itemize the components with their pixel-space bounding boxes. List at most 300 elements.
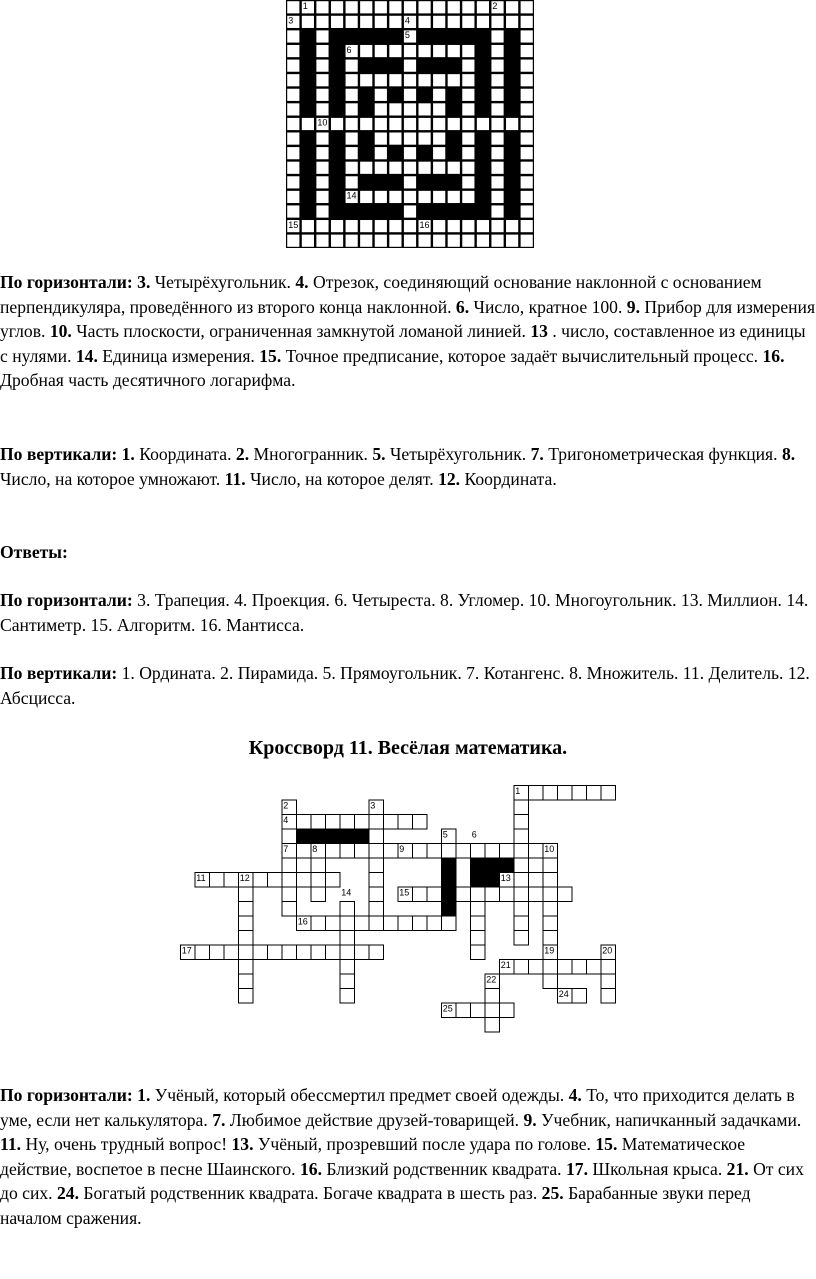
crossword-cell — [521, 1, 533, 13]
clue1-across-text: Точное предписание, которое задаёт вычислительный процесс. — [285, 345, 759, 366]
crossword-cell — [462, 132, 474, 144]
clue1-across-text: Дробная часть десятичного логарифма. — [0, 370, 296, 390]
crossword-cell — [360, 118, 372, 130]
crossword-cell — [316, 147, 328, 159]
answers-down-text: 1. Ордината. 2. Пирамида. 5. Прямоугольник. 7. Котангенс. 8. Множитель. 11. Делитель. 12. Абсцисса. — [0, 663, 810, 708]
crossword-cell — [326, 916, 341, 931]
clue1-across-text: Единица измерения. — [102, 345, 255, 366]
crossword-cell — [433, 162, 445, 174]
clue1-down-number: 12. — [438, 468, 461, 489]
crossword-cell — [433, 235, 445, 247]
blocked-cell — [442, 902, 457, 917]
clue1-down-number: 5. — [372, 444, 386, 464]
crossword-cell — [448, 162, 460, 174]
clue2-across-text: Учёный, прозревший после удара по голове. — [257, 1134, 591, 1154]
crossword-cell — [404, 147, 416, 159]
crossword-cell — [587, 960, 602, 975]
cell-number: 14 — [341, 887, 352, 898]
crossword-cell — [239, 931, 254, 946]
crossword-cell — [521, 16, 533, 28]
crossword-cell — [297, 844, 312, 859]
crossword-cell — [404, 89, 416, 101]
crossword-cell — [491, 30, 503, 42]
clue2-across-number: 1. — [137, 1085, 151, 1105]
cell-number: 11 — [302, 132, 313, 143]
crossword-cell — [500, 844, 515, 859]
crossword-cell — [529, 960, 544, 975]
crossword-cell — [369, 829, 384, 844]
cell-number: 2 — [492, 1, 498, 11]
clue1-across-number: 14. — [75, 345, 98, 366]
clue1-across-text: Часть плоскости, ограниченная замкнутой ломаной линией. — [76, 321, 526, 341]
crossword-cell — [297, 945, 312, 960]
crossword-cell — [514, 829, 529, 844]
clue2-across-text: Близкий родственник квадрата. — [326, 1158, 562, 1179]
crossword-cell — [418, 16, 430, 28]
crossword-cell — [485, 1018, 500, 1033]
crossword-cell — [506, 235, 518, 247]
crossword-1-across-clues — [0, 270, 816, 393]
crossword-cell — [375, 147, 387, 159]
cell-number: 8 — [477, 59, 483, 70]
crossword-cell — [268, 873, 283, 888]
crossword-cell — [404, 132, 416, 144]
crossword-cell — [311, 916, 326, 931]
blocked-cell — [485, 858, 500, 873]
crossword-2-cells — [181, 786, 616, 1033]
clue2-across-text: От сих до сих. — [0, 1158, 804, 1203]
crossword-cell — [375, 1, 387, 13]
clue1-down-text: Четырёхугольник. — [389, 444, 527, 464]
crossword-cell — [340, 974, 355, 989]
crossword-cell — [297, 873, 312, 888]
crossword-cell — [287, 118, 299, 130]
crossword-cell — [433, 74, 445, 86]
crossword-cell — [491, 147, 503, 159]
answers-down — [0, 661, 816, 710]
cell-number: 14 — [346, 190, 357, 201]
crossword-cell — [389, 191, 401, 203]
cell-number: 20 — [602, 945, 613, 956]
blocked-cell — [297, 829, 312, 844]
crossword-cell — [239, 887, 254, 902]
crossword-cell — [491, 89, 503, 101]
crossword-cell — [311, 945, 326, 960]
crossword-cell — [311, 887, 326, 902]
crossword-cell — [355, 815, 370, 830]
crossword-cell — [471, 1003, 486, 1018]
crossword-cell — [316, 235, 328, 247]
clue1-down-text: Многогранник. — [253, 444, 368, 464]
blocked-cell — [485, 873, 500, 888]
crossword-cell — [287, 132, 299, 144]
blocked-cell — [471, 873, 486, 888]
crossword-cell — [239, 916, 254, 931]
crossword-cell — [433, 191, 445, 203]
cell-number: 5 — [404, 30, 410, 41]
crossword-cell — [529, 873, 544, 888]
crossword-cell — [404, 205, 416, 217]
crossword-cell — [456, 1003, 471, 1018]
crossword-cell — [375, 132, 387, 144]
crossword-cell — [360, 191, 372, 203]
cell-number: 9 — [361, 88, 367, 99]
crossword-cell — [471, 844, 486, 859]
clue2-across-text: Любимое действие друзей-товарищей. — [229, 1109, 520, 1130]
crossword-cell — [287, 74, 299, 86]
crossword-cell — [462, 235, 474, 247]
cell-number: 13 — [500, 873, 511, 883]
crossword-cell — [514, 800, 529, 815]
crossword-cell — [491, 220, 503, 232]
clue1-down-text: Тригонометрическая функция. — [548, 444, 778, 464]
crossword-cell — [477, 1, 489, 13]
cell-number: 3 — [288, 15, 294, 26]
crossword-cell — [491, 235, 503, 247]
crossword-cell — [282, 873, 297, 888]
clue1-across-number: 4. — [295, 272, 309, 292]
cell-number: 5 — [442, 829, 448, 840]
crossword-cell — [360, 235, 372, 247]
cell-number: 10 — [317, 117, 328, 128]
crossword-cell — [485, 844, 500, 859]
crossword-cell — [346, 74, 358, 86]
cell-number: 1 — [302, 1, 308, 11]
clue2-across-number: 13. — [231, 1134, 254, 1154]
clue1-across-text: . число, составленное из единицы с нулями. — [0, 321, 806, 366]
crossword-cell — [485, 989, 500, 1004]
cell-number: 7 — [331, 59, 337, 70]
crossword-cell — [253, 945, 268, 960]
crossword-cell — [346, 162, 358, 174]
clue1-across-text: Четырёхугольник. — [154, 272, 291, 292]
crossword-cell — [587, 786, 602, 801]
cell-number: 22 — [486, 974, 497, 985]
crossword-cell — [287, 162, 299, 174]
across-label-2: По горизонтали: — [0, 1085, 133, 1105]
clue2-across-number: 21. — [726, 1158, 749, 1179]
crossword-cell — [558, 887, 573, 902]
clue1-down-text: Координата. — [139, 444, 232, 464]
clue2-across-number: 17. — [565, 1158, 588, 1179]
crossword-cell — [316, 205, 328, 217]
crossword-cell — [287, 147, 299, 159]
crossword-cell — [521, 176, 533, 188]
crossword-2-title: Кроссворд 11. Весёлая математика. — [248, 737, 568, 759]
crossword-cell — [282, 887, 297, 902]
crossword-cell — [456, 844, 471, 859]
crossword-cell — [448, 118, 460, 130]
cell-number: 6 — [346, 44, 352, 55]
clue1-across-number: 6. — [455, 296, 470, 317]
cell-number: 3 — [370, 800, 376, 811]
crossword-cell — [287, 176, 299, 188]
down-label: По вертикали: — [0, 444, 118, 464]
cell-number: 7 — [283, 844, 289, 854]
crossword-cell — [389, 74, 401, 86]
clue1-down-text: Число, на которое умножают. — [0, 468, 221, 489]
crossword-cell — [340, 844, 355, 859]
crossword-cell — [543, 974, 558, 989]
answers-down-label: По вертикали: — [0, 663, 118, 683]
clue2-across-text: Учебник, напичканный задачками. — [541, 1109, 802, 1130]
crossword-cell — [521, 103, 533, 115]
blocked-cell — [442, 858, 457, 873]
clue2-across-text: Барабанные звуки перед началом сражения. — [0, 1183, 751, 1228]
crossword-cell — [210, 945, 225, 960]
crossword-cell — [462, 16, 474, 28]
crossword-cell — [521, 132, 533, 144]
crossword-cell — [521, 74, 533, 86]
crossword-cell — [514, 873, 529, 888]
cell-number: 1 — [515, 786, 521, 796]
crossword-cell — [418, 118, 430, 130]
crossword-cell — [210, 873, 225, 888]
crossword-cell — [477, 118, 489, 130]
crossword-cell — [491, 45, 503, 57]
crossword-cell — [287, 235, 299, 247]
crossword-cell — [316, 1, 328, 13]
clue2-across-number: 25. — [541, 1183, 564, 1203]
crossword-cell — [282, 902, 297, 917]
crossword-cell — [346, 89, 358, 101]
crossword-cell — [471, 902, 486, 917]
crossword-cell — [340, 815, 355, 830]
crossword-cell — [521, 235, 533, 247]
crossword-cell — [413, 815, 428, 830]
crossword-cell — [418, 191, 430, 203]
crossword-cell — [462, 89, 474, 101]
crossword-cell — [375, 103, 387, 115]
crossword-cell — [521, 147, 533, 159]
cell-number: 6 — [471, 829, 477, 840]
clue1-across-text: Число, кратное 100. — [473, 296, 623, 317]
crossword-cell — [239, 960, 254, 975]
crossword-cell — [448, 1, 460, 13]
crossword-cell — [346, 103, 358, 115]
cell-number: 25 — [442, 1003, 453, 1014]
crossword-cell — [302, 220, 314, 232]
crossword-2-grid — [180, 785, 640, 1050]
crossword-cell — [462, 220, 474, 232]
crossword-cell — [433, 1, 445, 13]
crossword-cell — [369, 873, 384, 888]
crossword-cell — [384, 916, 399, 931]
crossword-cell — [427, 916, 442, 931]
crossword-cell — [355, 916, 370, 931]
crossword-cell — [543, 931, 558, 946]
crossword-cell — [601, 960, 616, 975]
crossword-cell — [195, 945, 210, 960]
crossword-cell — [384, 844, 399, 859]
crossword-cell — [462, 60, 474, 72]
crossword-cell — [404, 103, 416, 115]
crossword-cell — [287, 60, 299, 72]
crossword-cell — [491, 16, 503, 28]
cell-number: 10 — [544, 844, 555, 854]
clue1-down-number: 8. — [781, 444, 796, 464]
crossword-cell — [287, 205, 299, 217]
crossword-cell — [529, 887, 544, 902]
crossword-cell — [543, 960, 558, 975]
cell-number: 17 — [181, 945, 192, 956]
crossword-cell — [346, 132, 358, 144]
crossword-cell — [360, 220, 372, 232]
clue1-down-text: Число, на которое делят. — [250, 468, 434, 489]
crossword-cell — [491, 132, 503, 144]
crossword-cell — [471, 931, 486, 946]
crossword-cell — [346, 1, 358, 13]
crossword-cell — [375, 235, 387, 247]
crossword-cell — [311, 815, 326, 830]
crossword-cell — [491, 118, 503, 130]
clue1-across-text: Прибор для измерения углов. — [0, 296, 816, 341]
clue2-across-number: 4. — [568, 1085, 582, 1105]
crossword-cell — [316, 132, 328, 144]
crossword-cell — [326, 815, 341, 830]
crossword-cell — [491, 176, 503, 188]
crossword-cell — [316, 16, 328, 28]
crossword-cell — [491, 205, 503, 217]
crossword-cell — [404, 162, 416, 174]
crossword-cell — [340, 945, 355, 960]
crossword-cell — [224, 945, 239, 960]
crossword-cell — [346, 16, 358, 28]
crossword-1-down-clues — [0, 442, 816, 491]
crossword-cell — [462, 103, 474, 115]
crossword-cell — [346, 176, 358, 188]
crossword-cell — [311, 858, 326, 873]
crossword-cell — [521, 220, 533, 232]
down-clue-list — [0, 444, 795, 489]
crossword-cell — [287, 191, 299, 203]
cell-number: 16 — [297, 916, 308, 927]
crossword-cell — [316, 220, 328, 232]
crossword-cell — [456, 887, 471, 902]
crossword-cell — [287, 30, 299, 42]
crossword-cell — [316, 30, 328, 42]
crossword-cell — [485, 887, 500, 902]
crossword-cell — [360, 74, 372, 86]
clue2-across-number: 16. — [299, 1158, 322, 1179]
crossword-cell — [413, 887, 428, 902]
crossword-cell — [462, 176, 474, 188]
crossword-cell — [514, 960, 529, 975]
crossword-cell — [369, 902, 384, 917]
clue1-across-text: Отрезок, соединяющий основание наклонной с основанием перпендикуляра, проведённого из второго конца наклонной. — [0, 272, 762, 317]
crossword-cell — [543, 858, 558, 873]
crossword-cell — [448, 45, 460, 57]
crossword-cell — [572, 960, 587, 975]
crossword-cell — [316, 191, 328, 203]
crossword-cell — [491, 162, 503, 174]
blocked-cell — [471, 858, 486, 873]
crossword-cell — [375, 16, 387, 28]
answers-across — [0, 588, 816, 637]
crossword-cell — [514, 931, 529, 946]
cell-number: 21 — [500, 960, 511, 970]
crossword-cell — [521, 205, 533, 217]
cell-number: 2 — [283, 800, 289, 811]
crossword-cell — [433, 103, 445, 115]
crossword-cell — [462, 118, 474, 130]
clue1-across-number: 3. — [137, 272, 151, 292]
crossword-cell — [462, 162, 474, 174]
crossword-cell — [543, 887, 558, 902]
clue2-across-number: 7. — [212, 1109, 226, 1130]
crossword-cell — [389, 16, 401, 28]
across-clue-list-2 — [0, 1085, 804, 1228]
crossword-cell — [346, 60, 358, 72]
clue1-across-number: 15. — [259, 345, 282, 366]
crossword-cell — [297, 815, 312, 830]
crossword-cell — [433, 45, 445, 57]
crossword-cell — [360, 45, 372, 57]
crossword-cell — [404, 1, 416, 13]
crossword-cell — [491, 191, 503, 203]
clue2-across-number: 24. — [56, 1183, 79, 1203]
crossword-cell — [521, 89, 533, 101]
crossword-cell — [514, 887, 529, 902]
crossword-cell — [418, 132, 430, 144]
clue1-down-number: 7. — [530, 444, 544, 464]
crossword-cell — [543, 902, 558, 917]
crossword-cell — [316, 89, 328, 101]
crossword-cell — [529, 786, 544, 801]
crossword-cell — [404, 60, 416, 72]
crossword-cell — [477, 235, 489, 247]
blocked-cell — [500, 858, 515, 873]
crossword-cell — [316, 45, 328, 57]
crossword-cell — [514, 916, 529, 931]
crossword-cell — [311, 873, 326, 888]
crossword-cell — [331, 16, 343, 28]
crossword-cell — [514, 815, 529, 830]
crossword-cell — [413, 916, 428, 931]
crossword-cell — [485, 1003, 500, 1018]
crossword-cell — [369, 887, 384, 902]
clue2-across-text: Богатый родственник квадрата. Богаче квадрата в шесть раз. — [83, 1183, 538, 1203]
crossword-cell — [360, 1, 372, 13]
crossword-cell — [282, 829, 297, 844]
crossword-cell — [360, 162, 372, 174]
crossword-cell — [427, 887, 442, 902]
crossword-cell — [375, 74, 387, 86]
crossword-cell — [601, 974, 616, 989]
crossword-cell — [500, 887, 515, 902]
crossword-cell — [491, 74, 503, 86]
crossword-cell — [543, 873, 558, 888]
crossword-cell — [521, 60, 533, 72]
crossword-cell — [360, 16, 372, 28]
clue1-down-number: 11. — [224, 468, 246, 489]
crossword-cell — [521, 162, 533, 174]
crossword-cell — [448, 191, 460, 203]
crossword-cell — [500, 1003, 515, 1018]
crossword-cell — [389, 103, 401, 115]
crossword-cell — [346, 220, 358, 232]
crossword-cell — [340, 902, 355, 917]
clue2-across-text: Математическое действие, воспетое в песне Шаинского. — [0, 1134, 746, 1179]
crossword-cell — [506, 118, 518, 130]
clue1-across-number: 10. — [49, 321, 72, 341]
crossword-cell — [442, 916, 457, 931]
crossword-cell — [471, 945, 486, 960]
blocked-cell — [326, 829, 341, 844]
crossword-cell — [375, 45, 387, 57]
crossword-cell — [316, 176, 328, 188]
crossword-cell — [572, 989, 587, 1004]
